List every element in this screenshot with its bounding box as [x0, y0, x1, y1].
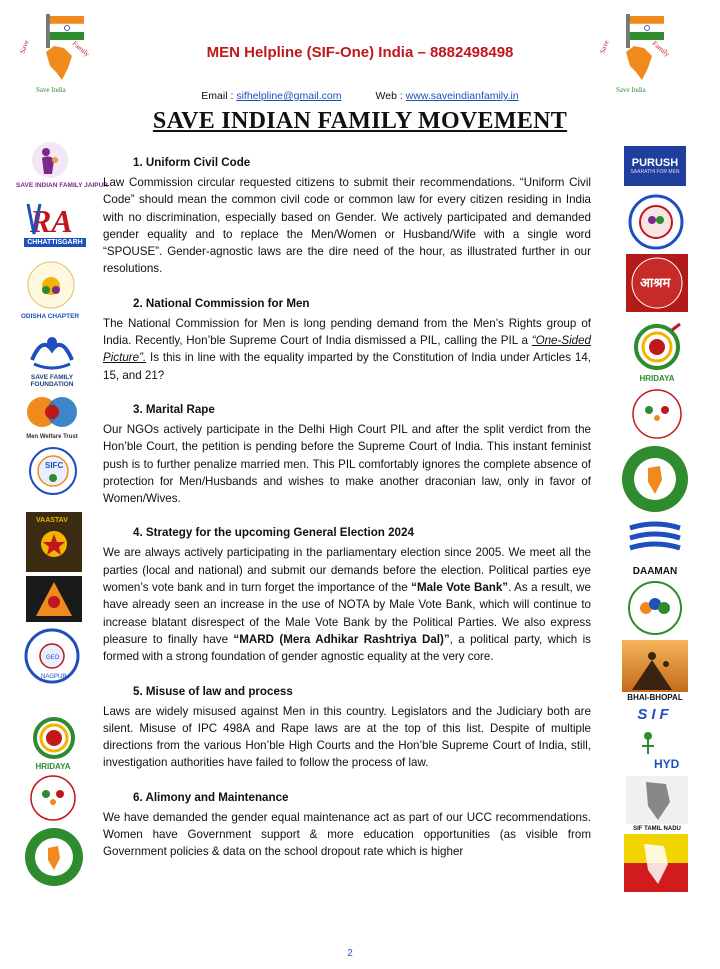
- sif-unity-logo: [624, 580, 686, 636]
- svg-text:VAASTAV: VAASTAV: [36, 517, 68, 524]
- section-election-strategy: [103, 522, 591, 665]
- section-misuse-of-law: [103, 681, 591, 772]
- one-sided-picture-quote: “One-Sided Picture”.: [103, 334, 591, 365]
- daaman-logo: [622, 520, 688, 566]
- vra-chhattisgarh-logo: [26, 200, 84, 238]
- section-body: We are always actively participating in the parliamentary election since 2005. We meet all the parties (local and national) and submit our demands before the election. Political parties eye women’s vote bank and in turn forget the importance of the “Male Vote Bank”. As a result, we have already seen an increase in the use of NOTA by Male Vote Bank, which will continue to increase blatant disrespect of the Male Vote Bank by the Political Parties. We also express pleasure to finally have “MARD (Mera Adhikar Rashtriya Dal)”, a political party, which is formed with a strong foundation of gender agnostic equality at the very core.: [103, 546, 591, 664]
- section-alimony-maintenance: [103, 787, 591, 861]
- svg-text:NAGPUR: NAGPUR: [41, 674, 67, 680]
- men-welfare-trust-logo: [24, 392, 82, 432]
- svg-text:GEO: GEO: [46, 655, 60, 661]
- sif-karnataka-logo: [624, 834, 688, 892]
- web-label: Web :: [375, 90, 406, 102]
- save-family-foundation-logo: [26, 330, 78, 372]
- sif-caption: SIF: [637, 706, 673, 723]
- svg-text:Family: Family: [70, 39, 92, 59]
- section-heading: 5. Misuse of law and process: [133, 684, 293, 698]
- svg-text:HYD: HYD: [654, 757, 680, 771]
- hridaya-logo-right: [628, 322, 686, 372]
- odisha-chapter-logo: [26, 260, 76, 310]
- section-body: Law Commission circular requested citizens to submit their recommendations. “Uniform Civil Code” should mean the common civil code or common law for every citizen residing in India with no discrimination, especially based on Gender. We actively participated and demanded gender equality and to replace the Men/Women or Husband/Wife with a single word “SPOUSE”. Gender-agnostic laws are the dire need of the hour, as illustrated further in our resolutions.: [103, 176, 591, 276]
- social-reality-logo: [26, 576, 82, 622]
- section-heading: 4. Strategy for the upcoming General Election 2024: [133, 526, 414, 540]
- section-body: The National Commission for Men is long pending demand from the Men’s Rights group of India. Recently, Hon’ble Supreme Court of India dismissed a PIL, calling the PIL a “One-Sided Picture”. Is this in line with the equality imparted by the Constitution of India under Articles 14, 15, and 21?: [103, 316, 591, 382]
- save-family-harmony-logo-right: [628, 386, 686, 440]
- sif-tamil-nadu-caption: SIF TAMIL NADU: [633, 826, 681, 832]
- sifc-logo: [28, 446, 78, 496]
- vra-caption: CHHATTISGARH: [24, 238, 86, 247]
- sif-jharkhand-logo-left: [24, 826, 84, 888]
- svg-text:RA: RA: [30, 203, 73, 238]
- sif-jaipur-logo: [30, 140, 70, 180]
- sif-jaipur-caption: SAVE INDIAN FAMILY JAIPUR: [16, 182, 108, 189]
- svg-text:SIFC: SIFC: [45, 461, 64, 470]
- email-link[interactable]: sifhelpline@gmail.com: [236, 90, 342, 102]
- save-family-harmony-logo-left: [26, 772, 80, 822]
- bhai-bhopal-caption: BHAI-BHOPAL: [627, 693, 683, 702]
- svg-text:Save India: Save India: [616, 86, 646, 94]
- contact-line: [150, 90, 570, 102]
- section-heading: 6. Alimony and Maintenance: [133, 790, 289, 804]
- sif-jharkhand-logo-right: [620, 444, 690, 514]
- mwt-caption: Men Welfare Trust: [26, 434, 78, 440]
- save-indian-family-logo-left: [16, 10, 104, 98]
- resolutions-content: [103, 152, 591, 876]
- section-heading: 2. National Commission for Men: [133, 296, 310, 310]
- hridaya-caption-left: HRIDAYA: [35, 762, 71, 771]
- sff-caption: SAVE FAMILY FOUNDATION: [30, 374, 74, 388]
- helpline-heading: MEN Helpline (SIF-One) India – 8882498498: [206, 44, 514, 61]
- svg-text:आश्रम: आश्रम: [640, 276, 671, 291]
- svg-text:Save: Save: [18, 39, 31, 55]
- section-body: Laws are widely misused against Men in this country. Legislators and the Judiciary both are silent. Misuse of IPC 498A and Rape laws are at the top of this list. Despite of multiple directions from the various Hon’ble High Courts and the Hon’ble Supreme Court of India, still, investigation authorities have failed to follow the process of law.: [103, 704, 591, 770]
- section-body: We have demanded the gender equal maintenance act as part of our UCC recommendations. Women have Government support & more education opportunities (as visible from Government policies & data on the school dropout rate which is higher: [103, 810, 591, 859]
- section-heading: 1. Uniform Civil Code: [133, 156, 251, 169]
- purush-logo: PURUSH SAARATHI FOR MEN: [624, 146, 686, 186]
- section-marital-rape: [103, 399, 591, 507]
- save-indian-family-logo-right: [596, 10, 684, 98]
- vaastav-logo: [26, 512, 82, 572]
- page-number: 2: [347, 948, 353, 959]
- hridaya-logo-left: [28, 714, 80, 760]
- email-label: Email :: [201, 90, 237, 102]
- section-uniform-civil-code: [103, 152, 591, 278]
- section-heading: 3. Marital Rape: [133, 402, 215, 416]
- ashram-logo: [626, 254, 688, 312]
- hridaya-caption-right: HRIDAYA: [639, 374, 675, 383]
- sif-hyd-logo: [630, 726, 686, 772]
- svg-text:Family: Family: [650, 39, 672, 59]
- nagpur-equality-logo: [24, 628, 80, 684]
- svg-text:Save India: Save India: [36, 86, 66, 94]
- daaman-caption: DAAMAN: [632, 566, 678, 577]
- samanta-foundation-logo: [628, 194, 684, 250]
- section-national-commission-men: [103, 293, 591, 384]
- odisha-caption: ODISHA CHAPTER: [20, 313, 80, 320]
- bhai-bhopal-logo: [622, 640, 688, 692]
- page-title: SAVE INDIAN FAMILY MOVEMENT: [152, 108, 568, 134]
- website-link[interactable]: www.saveindianfamily.in: [405, 90, 519, 102]
- sif-tamil-nadu-logo: [626, 776, 688, 824]
- section-body: Our NGOs actively participate in the Delhi High Court PIL and after the split verdict from the Hon’ble Court, the petition is pending before the Supreme Court of India. This instant feminist push is to further penalize married men. This PIL comfortably ignores the complete absence of protection for Men/Husbands and wishes to make another draconian law, only in favor of Women/Wives.: [103, 422, 591, 506]
- svg-text:Save: Save: [598, 39, 611, 55]
